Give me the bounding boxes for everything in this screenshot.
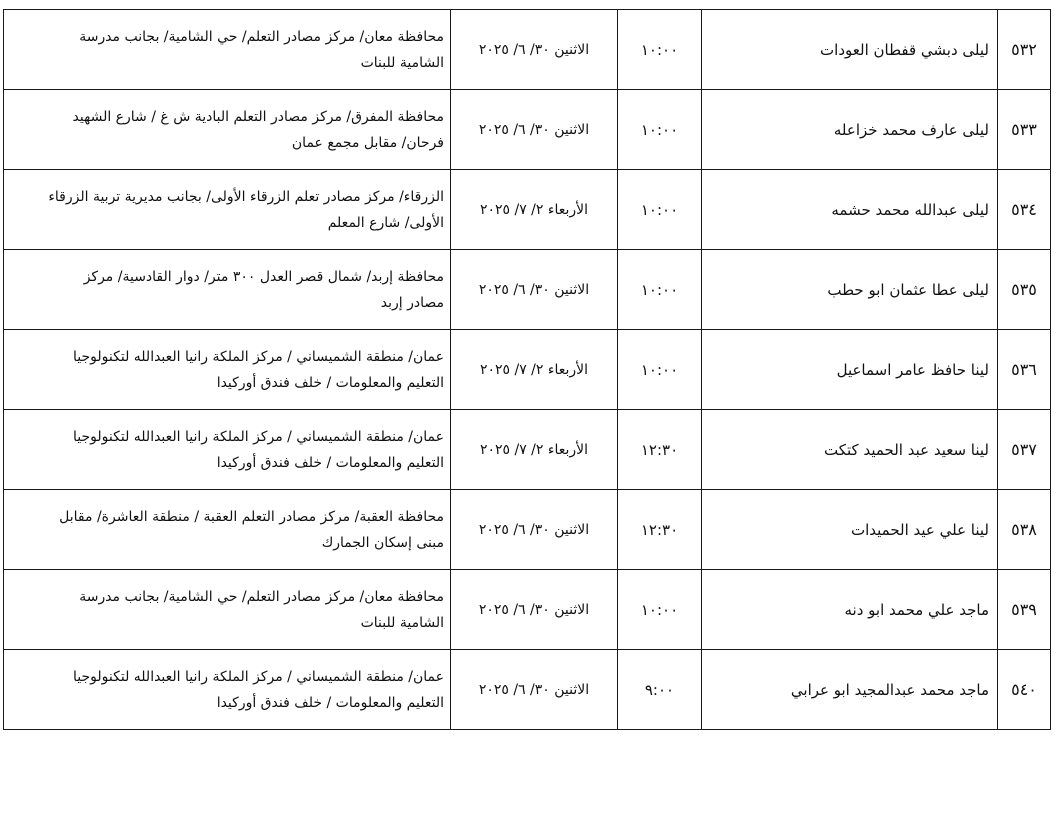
- exam-location: [4, 250, 451, 330]
- location-line-1: محافظة العقبة/ مركز مصادر التعلم العقبة / منطقة العاشرة/ مقابل: [59, 508, 444, 525]
- location-line-2: مصادر إربد: [380, 294, 444, 311]
- row-number: ٥٤٠: [998, 650, 1051, 730]
- row-number: ٥٣٣: [998, 90, 1051, 170]
- candidate-name: ماجد محمد عبدالمجيد ابو عرابي: [702, 650, 998, 730]
- exam-time: ١٠:٠٠: [618, 330, 702, 410]
- candidate-name: ليلى عبدالله محمد حشمه: [702, 170, 998, 250]
- table-row: [4, 10, 1051, 90]
- exam-date: الاثنين ٣٠/ ٦/ ٢٠٢٥: [451, 250, 618, 330]
- row-number: ٥٣٢: [998, 10, 1051, 90]
- table-row: [4, 410, 1051, 490]
- table-row: [4, 570, 1051, 650]
- candidate-name: ماجد علي محمد ابو دنه: [702, 570, 998, 650]
- row-number: ٥٣٤: [998, 170, 1051, 250]
- exam-location: [4, 650, 451, 730]
- candidate-name: ليلى دبشي قفطان العودات: [702, 10, 998, 90]
- exam-location: [4, 490, 451, 570]
- exam-location: [4, 90, 451, 170]
- location-line-1: عمان/ منطقة الشميساني / مركز الملكة رانيا العبدالله لتكنولوجيا: [73, 348, 444, 365]
- location-line-1: عمان/ منطقة الشميساني / مركز الملكة رانيا العبدالله لتكنولوجيا: [73, 428, 444, 445]
- exam-date: الاثنين ٣٠/ ٦/ ٢٠٢٥: [451, 490, 618, 570]
- row-number: ٥٣٧: [998, 410, 1051, 490]
- location-line-1: الزرقاء/ مركز مصادر تعلم الزرقاء الأولى/ بجانب مديرية تربية الزرقاء: [48, 188, 444, 205]
- exam-date: الاثنين ٣٠/ ٦/ ٢٠٢٥: [451, 10, 618, 90]
- location-line-2: التعليم والمعلومات / خلف فندق أوركيدا: [216, 694, 444, 711]
- exam-date: الأربعاء ٢/ ٧/ ٢٠٢٥: [451, 170, 618, 250]
- location-line-1: محافظة إربد/ شمال قصر العدل ٣٠٠ متر/ دوار القادسية/ مركز: [83, 268, 444, 285]
- exam-time: ١٠:٠٠: [618, 10, 702, 90]
- location-line-2: الأولى/ شارع المعلم: [327, 214, 444, 231]
- exam-date: الأربعاء ٢/ ٧/ ٢٠٢٥: [451, 410, 618, 490]
- location-line-2: مبنى إسكان الجمارك: [321, 534, 444, 551]
- exam-time: ١٠:٠٠: [618, 170, 702, 250]
- location-line-1: محافظة معان/ مركز مصادر التعلم/ حي الشامية/ بجانب مدرسة: [79, 588, 444, 605]
- row-number: ٥٣٨: [998, 490, 1051, 570]
- exam-time: ١٢:٣٠: [618, 490, 702, 570]
- row-number: ٥٣٥: [998, 250, 1051, 330]
- location-line-2: الشامية للبنات: [360, 54, 444, 71]
- location-line-2: فرحان/ مقابل مجمع عمان: [291, 134, 444, 151]
- location-line-1: محافظة معان/ مركز مصادر التعلم/ حي الشامية/ بجانب مدرسة: [79, 28, 444, 45]
- candidate-name: ليلى عارف محمد خزاعله: [702, 90, 998, 170]
- exam-time: ١٠:٠٠: [618, 90, 702, 170]
- row-number: ٥٣٩: [998, 570, 1051, 650]
- location-line-1: محافظة المفرق/ مركز مصادر التعلم البادية ش غ / شارع الشهيد: [72, 108, 444, 125]
- exam-date: الاثنين ٣٠/ ٦/ ٢٠٢٥: [451, 570, 618, 650]
- candidate-name: لينا علي عيد الحميدات: [702, 490, 998, 570]
- row-number: ٥٣٦: [998, 330, 1051, 410]
- exam-date: الاثنين ٣٠/ ٦/ ٢٠٢٥: [451, 650, 618, 730]
- candidate-name: لينا حافظ عامر اسماعيل: [702, 330, 998, 410]
- table-row: [4, 250, 1051, 330]
- table-row: [4, 490, 1051, 570]
- exam-date: الأربعاء ٢/ ٧/ ٢٠٢٥: [451, 330, 618, 410]
- exam-location: [4, 570, 451, 650]
- location-line-2: التعليم والمعلومات / خلف فندق أوركيدا: [216, 454, 444, 471]
- exam-location: [4, 330, 451, 410]
- table-row: [4, 170, 1051, 250]
- exam-time: ١٠:٠٠: [618, 250, 702, 330]
- exam-time: ١٢:٣٠: [618, 410, 702, 490]
- candidate-name: لينا سعيد عبد الحميد كتكت: [702, 410, 998, 490]
- exam-time: ٩:٠٠: [618, 650, 702, 730]
- exam-location: [4, 10, 451, 90]
- exam-location: [4, 170, 451, 250]
- exam-time: ١٠:٠٠: [618, 570, 702, 650]
- table-row: [4, 330, 1051, 410]
- exam-date: الاثنين ٣٠/ ٦/ ٢٠٢٥: [451, 90, 618, 170]
- table-row: [4, 650, 1051, 730]
- exam-location: [4, 410, 451, 490]
- location-line-2: الشامية للبنات: [360, 614, 444, 631]
- exam-schedule-table: [3, 9, 1051, 730]
- candidate-name: ليلى عطا عثمان ابو حطب: [702, 250, 998, 330]
- table-row: [4, 90, 1051, 170]
- location-line-2: التعليم والمعلومات / خلف فندق أوركيدا: [216, 374, 444, 391]
- location-line-1: عمان/ منطقة الشميساني / مركز الملكة رانيا العبدالله لتكنولوجيا: [73, 668, 444, 685]
